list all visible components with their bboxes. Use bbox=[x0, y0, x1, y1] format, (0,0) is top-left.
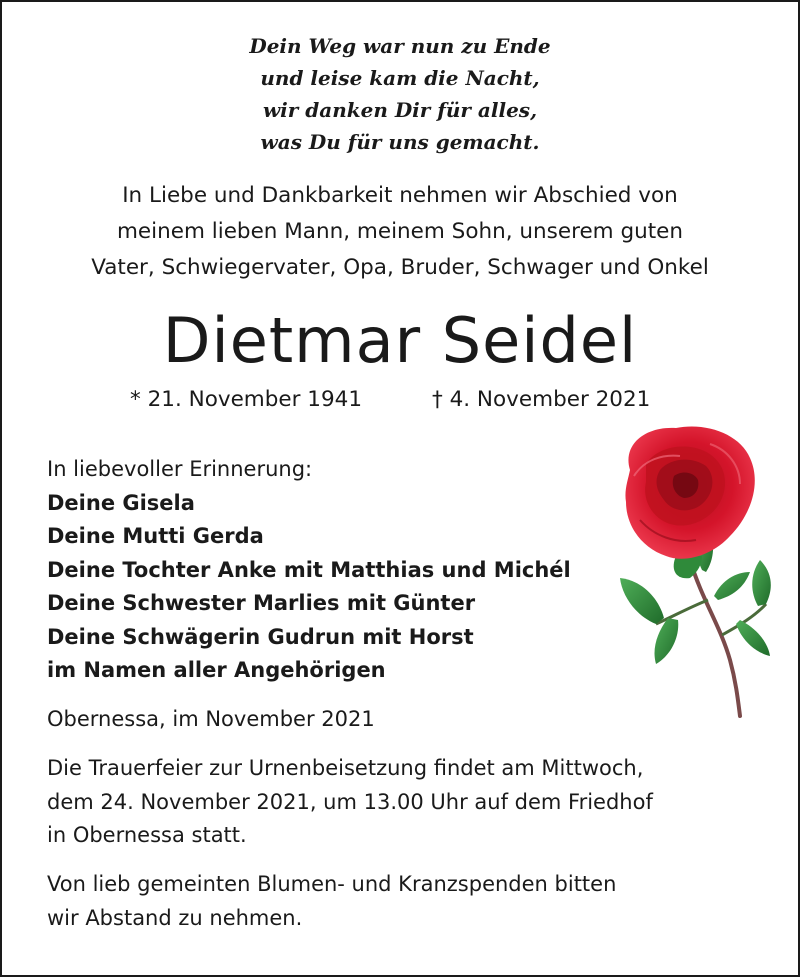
intro-line: Vater, Schwiegervater, Opa, Bruder, Schwager und Onkel bbox=[91, 255, 709, 280]
service-line: dem 24. November 2021, um 13.00 Uhr auf dem Friedhof bbox=[47, 789, 653, 814]
mourner-entry: Deine Mutti Gerda bbox=[47, 524, 264, 548]
intro-line: meinem lieben Mann, meinem Sohn, unserem guten bbox=[116, 219, 684, 244]
flowers-line: Von lieb gemeinten Blumen- und Kranzspenden bitten bbox=[47, 872, 617, 896]
mourner-entry: Deine Schwester Marlies mit Günter bbox=[47, 591, 476, 615]
flowers-note bbox=[47, 868, 787, 935]
farewell-intro bbox=[2, 178, 798, 286]
mourners-list bbox=[47, 453, 571, 688]
deceased-name: Dietmar Seidel bbox=[162, 304, 638, 377]
poem-line: was Du für uns gemacht. bbox=[260, 130, 540, 154]
poem-line: wir danken Dir für alles, bbox=[262, 98, 538, 122]
service-line: in Obernessa statt. bbox=[47, 823, 247, 847]
mourner-entry: im Namen aller Angehörigen bbox=[47, 658, 386, 682]
memorial-poem bbox=[2, 30, 798, 158]
mourner-entry: Deine Tochter Anke mit Matthias und Michél bbox=[47, 557, 571, 582]
red-rose-icon bbox=[590, 420, 776, 718]
place-and-date: Obernessa, im November 2021 bbox=[47, 707, 375, 731]
service-line: Die Trauerfeier zur Urnenbeisetzung findet am Mittwoch, bbox=[47, 756, 644, 780]
poem-line: und leise kam die Nacht, bbox=[260, 66, 540, 90]
flowers-line: wir Abstand zu nehmen. bbox=[47, 905, 303, 930]
mourner-entry: Deine Gisela bbox=[47, 490, 195, 515]
funeral-service-info bbox=[47, 752, 787, 853]
intro-line: In Liebe und Dankbarkeit nehmen wir Abschied von bbox=[122, 183, 678, 208]
death-date: † 4. November 2021 bbox=[432, 387, 651, 412]
mourner-entry: Deine Schwägerin Gudrun mit Horst bbox=[47, 624, 474, 649]
poem-line: Dein Weg war nun zu Ende bbox=[249, 34, 551, 58]
mourners-lead: In liebevoller Erinnerung: bbox=[47, 457, 313, 481]
birth-date: * 21. November 1941 bbox=[130, 387, 363, 412]
